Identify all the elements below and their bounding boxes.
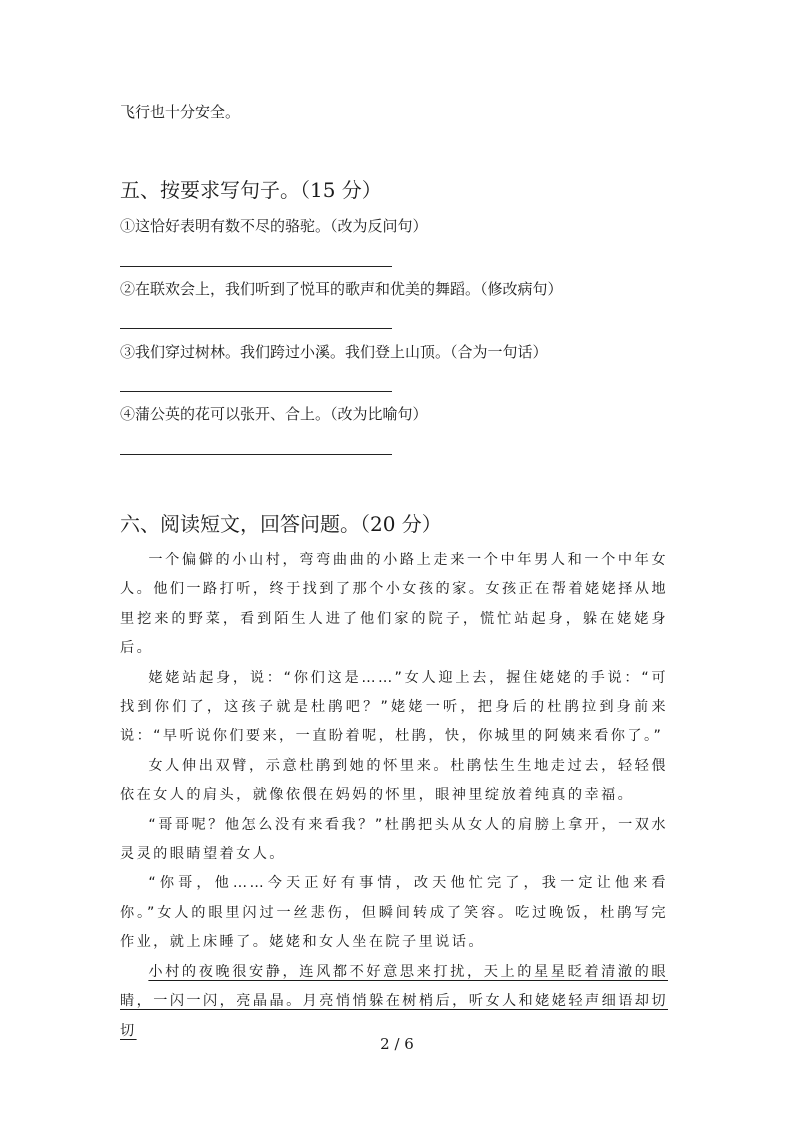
answer-line-1	[120, 266, 392, 267]
question-4: ④蒲公英的花可以张开、合上。（改为比喻句）	[120, 405, 428, 423]
passage-paragraph-underlined: 小村的夜晚很安静，连风都不好意思来打扰，天上的星星眨着清澈的眼睛，一闪一闪，亮晶晶。月亮悄悄躲在树梢后，听女人和姥姥轻声细语却切切	[120, 963, 668, 1039]
page-indicator: 2 / 6	[380, 1035, 414, 1053]
intro-text: 飞行也十分安全。	[120, 103, 241, 121]
question-1: ①这恰好表明有数不尽的骆驼。（改为反问句）	[120, 217, 428, 235]
answer-line-4	[120, 454, 392, 455]
question-2: ②在联欢会上，我们听到了悦耳的歌声和优美的舞蹈。（修改病句）	[120, 280, 563, 298]
passage-paragraph: “你哥，他……今天正好有事情，改天他忙完了，我一定让他来看你。”女人的眼里闪过一丝悲伤，但瞬间转成了笑容。吃过晚饭，杜鹃写完作业，就上床睡了。姥姥和女人坐在院子里说话。	[120, 875, 668, 951]
reading-passage	[120, 546, 668, 1046]
answer-line-2	[120, 328, 392, 329]
answer-line-3	[120, 391, 392, 392]
passage-paragraph: 一个偏僻的小山村，弯弯曲曲的小路上走来一个中年男人和一个中年女人。他们一路打听，终于找到了那个小女孩的家。女孩正在帮着姥姥择从地里挖来的野菜，看到陌生人进了他们家的院子，慌忙站起身，躲在姥姥身后。	[120, 552, 668, 657]
question-3: ③我们穿过树林。我们跨过小溪。我们登上山顶。（合为一句话）	[120, 343, 548, 361]
passage-paragraph: “哥哥呢？他怎么没有来看我？”杜鹃把头从女人的肩膀上拿开，一双水灵灵的眼睛望着女人。	[120, 816, 668, 863]
passage-paragraph: 女人伸出双臂，示意杜鹃到她的怀里来。杜鹃怯生生地走过去，轻轻偎依在女人的肩头，就像依偎在妈妈的怀里，眼神里绽放着纯真的幸福。	[120, 757, 668, 804]
section-6-heading: 六、阅读短文，回答问题。（20 分）	[120, 512, 442, 536]
section-5-heading: 五、按要求写句子。（15 分）	[120, 178, 382, 202]
passage-paragraph: 姥姥站起身，说：“你们这是……”女人迎上去，握住姥姥的手说：“可找到你们了，这孩子就是杜鹃吧？”姥姥一听，把身后的杜鹃拉到身前来说：“早听说你们要来，一直盼着呢，杜鹃，快，你城里的阿姨来看你了。”	[120, 669, 668, 745]
